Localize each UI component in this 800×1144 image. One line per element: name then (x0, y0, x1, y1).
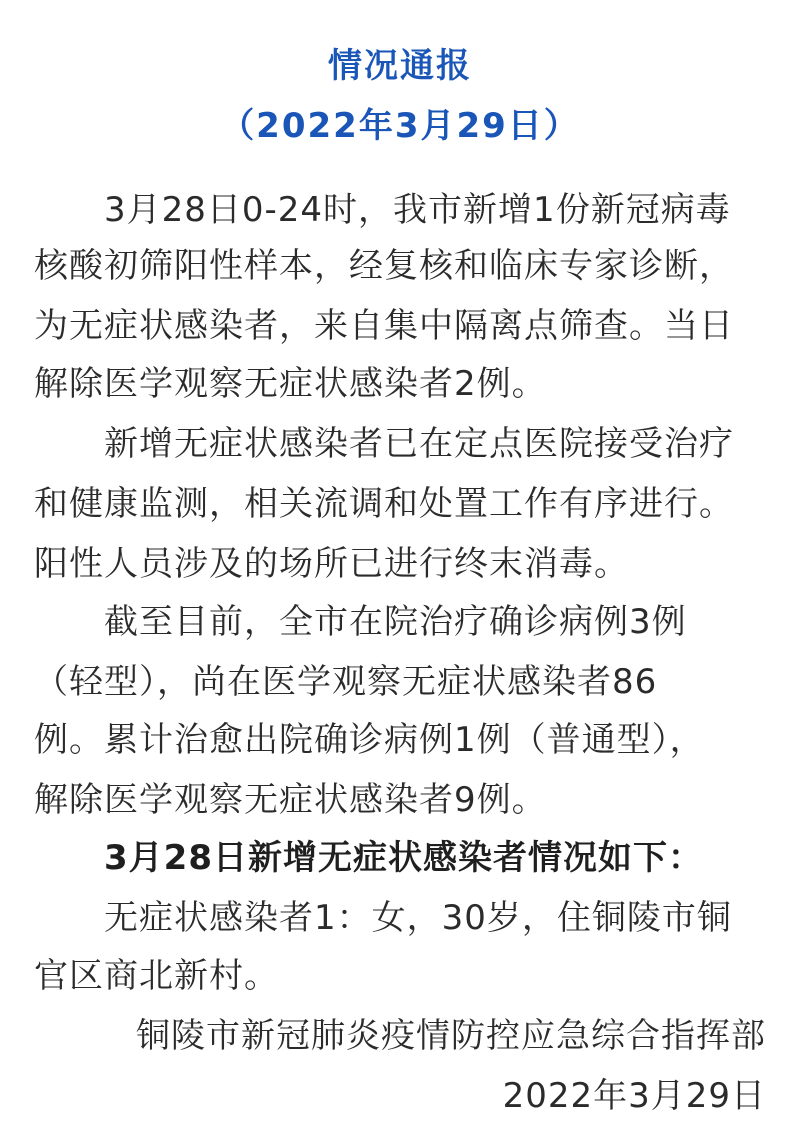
notice-date: （2022年3月29日） (220, 106, 580, 146)
paragraph-3-line-3: 例。累计治愈出院确诊病例1例（普通型）， (34, 720, 705, 760)
signature-organization: 铜陵市新冠肺炎疫情防控应急综合指挥部 (136, 1016, 766, 1056)
case-detail-line-2: 官区商北新村。 (34, 956, 279, 996)
paragraph-1-line-2: 核酸初筛阳性样本，经复核和临床专家诊断， (34, 246, 734, 286)
paragraph-2-line-3: 阳性人员涉及的场所已进行终末消毒。 (34, 544, 629, 584)
paragraph-3-line-4: 解除医学观察无症状感染者9例。 (34, 780, 547, 820)
paragraph-3-line-1: 截至目前，全市在院治疗确诊病例3例 (104, 602, 687, 642)
section-heading: 3月28日新增无症状感染者情况如下： (104, 838, 703, 878)
paragraph-1-line-4: 解除医学观察无症状感染者2例。 (34, 364, 547, 404)
notice-title: 情况通报 (328, 46, 472, 86)
paragraph-1-line-1: 3月28日0-24时，我市新增1份新冠病毒 (104, 190, 731, 230)
case-detail-line-1: 无症状感染者1：女，30岁，住铜陵市铜 (104, 898, 732, 938)
paragraph-3-line-2: （轻型），尚在医学观察无症状感染者86 (34, 662, 658, 702)
paragraph-2-line-1: 新增无症状感染者已在定点医院接受治疗 (104, 424, 734, 464)
paragraph-2-line-2: 和健康监测，相关流调和处置工作有序进行。 (34, 484, 734, 524)
signature-date: 2022年3月29日 (502, 1076, 766, 1116)
paragraph-1-line-3: 为无症状感染者，来自集中隔离点筛查。当日 (34, 306, 734, 346)
